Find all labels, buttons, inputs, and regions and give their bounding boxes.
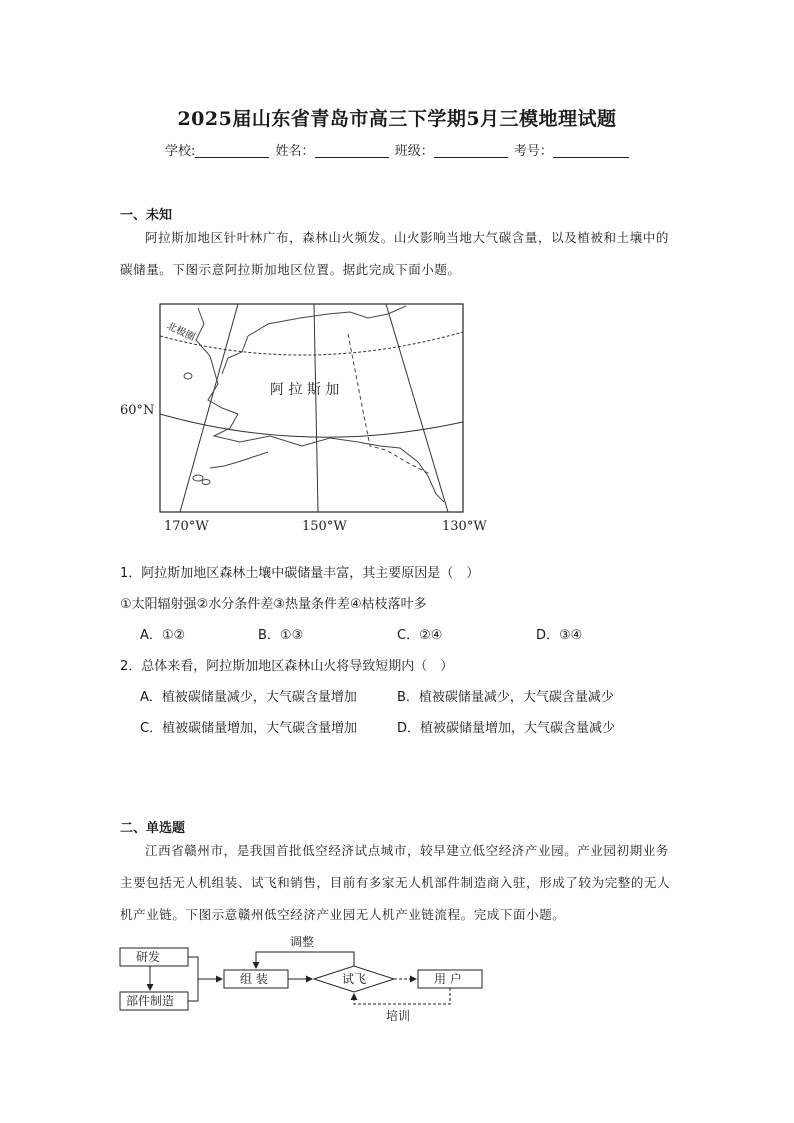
test-label: 试飞 bbox=[342, 972, 367, 986]
question-2-stem: 2．总体来看，阿拉斯加地区森林山火将导致短期内（ ） bbox=[120, 659, 454, 674]
island bbox=[202, 480, 210, 485]
section-2-passage: 江西省赣州市，是我国首批低空经济试点城市，较早建立低空经济产业园。产业园初期业务主要包括无人机组装、试飞和销售，目前有多家无人机部件制造商入驻，形成了较为完整的无人机产业链。下图示意赣州低空经济产业园无人机产业链流程。完成下面小题。 bbox=[120, 843, 671, 922]
training-label: 培训 bbox=[386, 1009, 411, 1023]
q1-option-a[interactable]: A．①② bbox=[140, 628, 186, 643]
adjust-arrow bbox=[256, 952, 354, 968]
class-blank bbox=[434, 143, 508, 158]
border-line bbox=[348, 334, 430, 474]
coastline bbox=[196, 306, 444, 502]
exam-no-label: 考号： bbox=[513, 144, 553, 159]
map-frame bbox=[160, 304, 463, 512]
arctic-circle-label: 北极圈 bbox=[164, 320, 197, 344]
lat-label: 60°N bbox=[120, 403, 155, 418]
name-blank bbox=[315, 143, 389, 158]
meridian-130w bbox=[386, 304, 448, 512]
lon-label-170w: 170°W bbox=[164, 519, 209, 534]
q2-option-c[interactable]: C．植被碳储量增加，大气碳含量增加 bbox=[140, 721, 358, 736]
parts-label: 部件制造 bbox=[126, 994, 175, 1008]
question-1-choices: ①太阳辐射强②水分条件差③热量条件差④枯枝落叶多 bbox=[120, 597, 427, 612]
section-2-heading: 二、单选题 bbox=[120, 821, 186, 836]
lon-label-130w: 130°W bbox=[442, 519, 487, 534]
region-label: 阿 拉 斯 加 bbox=[270, 382, 340, 398]
alaska-map bbox=[118, 296, 498, 536]
exam-no-blank bbox=[553, 143, 629, 158]
school-label: 学校: bbox=[165, 144, 196, 159]
parallel-60n bbox=[160, 414, 463, 437]
question-1-stem: 1．阿拉斯加地区森林土壤中碳储量丰富，其主要原因是（ ） bbox=[120, 566, 480, 581]
q1-option-c[interactable]: C．②④ bbox=[397, 628, 443, 643]
q1-option-b[interactable]: B．①③ bbox=[258, 628, 304, 643]
adjust-label: 调整 bbox=[290, 935, 315, 949]
lon-label-150w: 150°W bbox=[302, 519, 347, 534]
island bbox=[184, 373, 192, 379]
meridian-150w bbox=[314, 304, 318, 512]
q2-option-b[interactable]: B．植被碳储量减少，大气碳含量减少 bbox=[397, 690, 614, 705]
training-arrow bbox=[354, 988, 450, 1004]
user-label: 用 户 bbox=[434, 972, 462, 986]
industry-flow-diagram bbox=[112, 930, 492, 1026]
bracket bbox=[188, 957, 198, 1001]
aleutian-islands bbox=[210, 452, 268, 468]
class-label: 班级： bbox=[394, 144, 434, 159]
section-1-passage: 阿拉斯加地区针叶林广布，森林山火频发。山火影响当地大气碳含量，以及植被和土壤中的碳储量。下图示意阿拉斯加地区位置。据此完成下面小题。 bbox=[120, 230, 670, 277]
assembly-label: 组 装 bbox=[240, 972, 268, 986]
q2-option-d[interactable]: D．植被碳储量增加，大气碳含量减少 bbox=[397, 721, 616, 736]
arctic-circle bbox=[160, 332, 463, 355]
section-1-heading: 一、未知 bbox=[120, 208, 173, 223]
name-label: 姓名： bbox=[275, 144, 315, 159]
page-title: 2025届山东省青岛市高三下学期5月三模地理试题 bbox=[177, 108, 617, 130]
q1-option-d[interactable]: D．③④ bbox=[536, 628, 583, 643]
q2-option-a[interactable]: A．植被碳储量减少，大气碳含量增加 bbox=[140, 690, 357, 705]
rd-label: 研发 bbox=[136, 950, 161, 964]
exam-info-line bbox=[165, 140, 631, 159]
island bbox=[193, 475, 203, 481]
school-blank bbox=[195, 143, 269, 158]
